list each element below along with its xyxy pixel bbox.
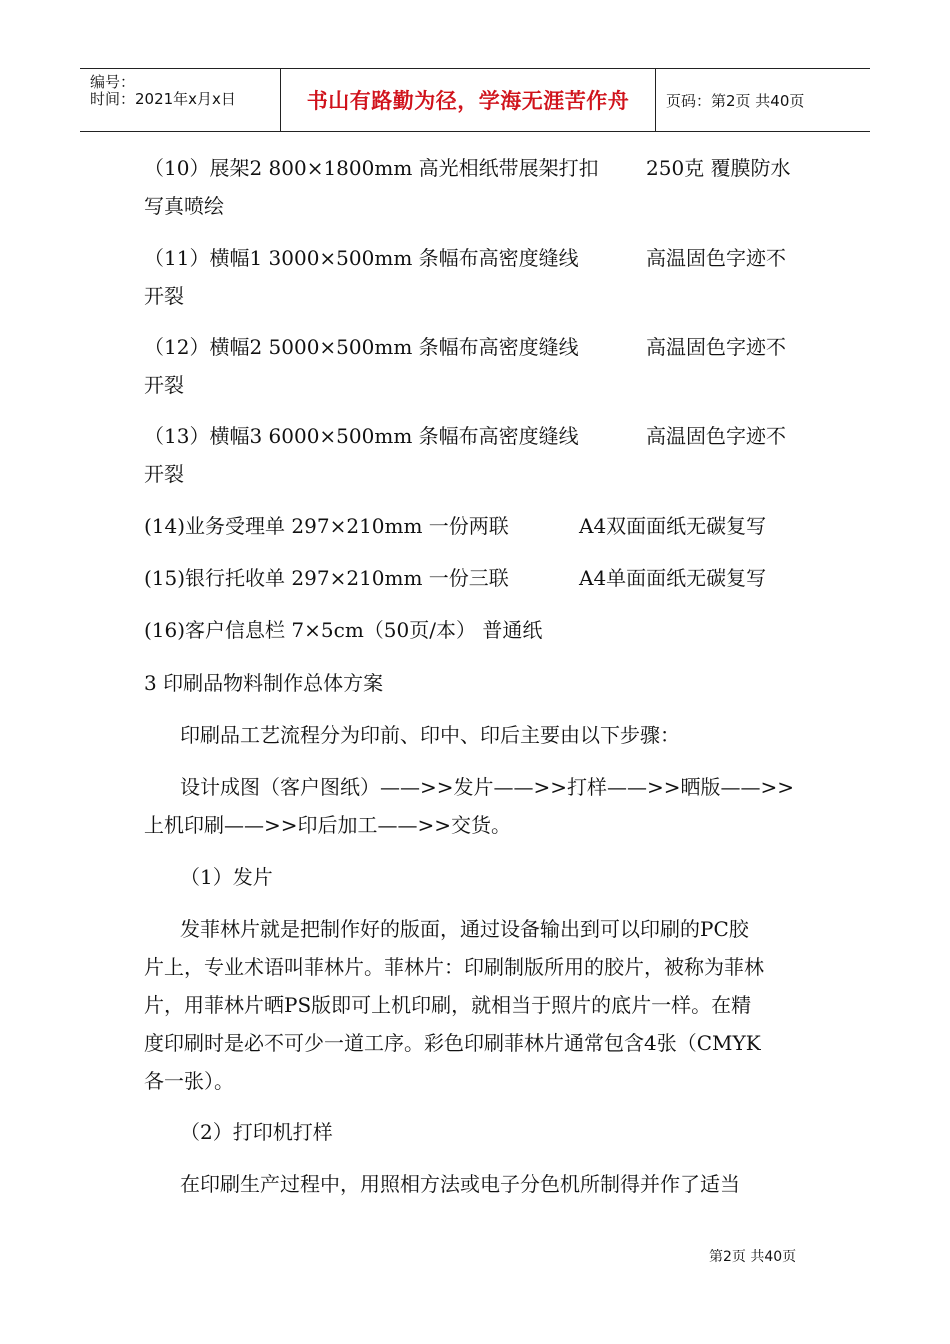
- item-spec: A4单面面纸无碳复写: [579, 566, 767, 590]
- header-meta: [80, 69, 281, 131]
- list-item: (16)客户信息栏 7×5cm（50页/本） 普通纸: [144, 618, 543, 642]
- item-spec: 高温固色字迹不: [646, 335, 786, 359]
- list-item: [144, 328, 579, 366]
- list-item: [144, 239, 579, 277]
- header-page-number: 页码：第2页 共40页: [666, 91, 805, 110]
- item-continuation: 写真喷绘: [144, 194, 224, 218]
- list-item: [144, 149, 599, 187]
- item-spec: A4双面面纸无碳复写: [579, 514, 767, 538]
- item-spec: 高温固色字迹不: [646, 246, 786, 270]
- section-heading: 3 印刷品物料制作总体方案: [144, 671, 384, 695]
- item-continuation: 开裂: [144, 373, 184, 397]
- list-item: (15)银行托收单 297×210mm 一份三联: [144, 566, 509, 590]
- para1-line: 各一张）。: [144, 1069, 234, 1093]
- para1-line: 片上，专业术语叫菲林片。菲林片：印刷制版所用的胶片，被称为菲林: [144, 955, 764, 979]
- page-header: [80, 68, 870, 132]
- para2-line: 在印刷生产过程中，用照相方法或电子分色机所制得并作了适当: [180, 1172, 740, 1196]
- item-desc: （11）横幅1 3000×500mm 条幅布高密度缝线: [144, 246, 579, 270]
- subheading-1: （1）发片: [180, 865, 273, 889]
- doc-number-label: 编号：: [90, 73, 136, 91]
- para1-line: 度印刷时是必不可少一道工序。彩色印刷菲林片通常包含4张（CMYK: [144, 1031, 761, 1055]
- subheading-2: （2）打印机打样: [180, 1120, 333, 1144]
- header-motto: [281, 69, 656, 131]
- item-desc: （13）横幅3 6000×500mm 条幅布高密度缝线: [144, 424, 579, 448]
- para1-line: 发菲林片就是把制作好的版面，通过设备输出到可以印刷的PC胶: [180, 917, 749, 941]
- flow-line-1: 设计成图（客户图纸）——>>发片——>>打样——>>晒版——>>: [180, 775, 795, 799]
- para1-line: 片，用菲林片晒PS版即可上机印刷，就相当于照片的底片一样。在精: [144, 993, 752, 1017]
- intro-paragraph: 印刷品工艺流程分为印前、印中、印后主要由以下步骤：: [180, 723, 680, 747]
- item-continuation: 开裂: [144, 462, 184, 486]
- list-item: (14)业务受理单 297×210mm 一份两联: [144, 514, 509, 538]
- flow-line-2: 上机印刷——>>印后加工——>>交货。: [144, 813, 512, 837]
- item-spec: 250克 覆膜防水: [646, 156, 791, 180]
- list-item: [144, 417, 579, 455]
- doc-date-label: 时间：2021年x月x日: [90, 90, 236, 108]
- motto-text: 书山有路勤为径，学海无涯苦作舟: [306, 89, 630, 113]
- page-footer: 第2页 共40页: [709, 1249, 797, 1265]
- item-continuation: 开裂: [144, 284, 184, 308]
- item-desc: （10）展架2 800×1800mm 高光相纸带展架打扣: [144, 156, 599, 180]
- item-spec: 高温固色字迹不: [646, 424, 786, 448]
- item-desc: （12）横幅2 5000×500mm 条幅布高密度缝线: [144, 335, 579, 359]
